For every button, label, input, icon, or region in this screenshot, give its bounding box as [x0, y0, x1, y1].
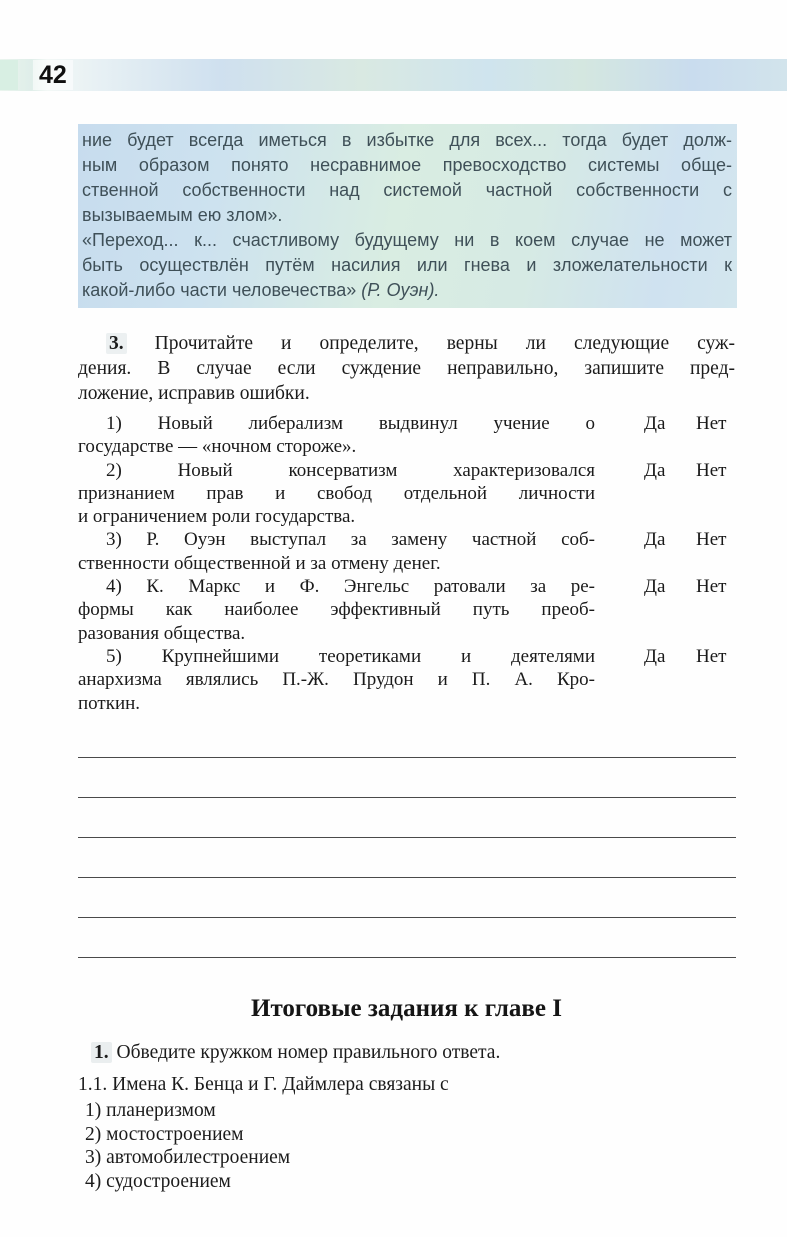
statement-line: и ограничением роли государства. — [78, 506, 356, 528]
task3-intro-line — [78, 331, 735, 356]
header-corner-square — [0, 60, 18, 90]
statement-line: поткин. — [78, 692, 141, 714]
chapter-heading: Итоговые задания к главе I — [251, 995, 562, 1022]
statement-1 — [78, 412, 727, 459]
statement-4-yes-option[interactable]: Да — [644, 576, 666, 598]
statement-line: анархизма являлись П.-Ж. Прудон и П. А. Кро- — [78, 669, 595, 691]
statement-line: 3) Р. Оуэн выступал за замену частной соб- — [106, 529, 595, 551]
statement-line: признанием прав и свобод отдельной личности — [78, 482, 595, 504]
statement-line: 5) Крупнейшими теоретиками и деятелями — [106, 645, 595, 667]
quote-line: ственной собственности над системой частной собственности с — [82, 180, 732, 200]
answer-line[interactable] — [78, 877, 736, 878]
page-number: 42 — [33, 60, 73, 90]
task3-number: 3. — [106, 333, 127, 354]
task3-statements — [78, 412, 735, 715]
statement-line: 4) К. Маркс и Ф. Энгельс ратовали за ре- — [106, 576, 595, 598]
quote-attribution: (Р. Оуэн). — [361, 280, 440, 300]
statement-1-yes-option[interactable]: Да — [644, 413, 666, 434]
quote-line: вызываемым ею злом». — [82, 205, 283, 225]
statement-4 — [78, 575, 727, 645]
option-4[interactable]: 4) судостроением — [85, 1170, 231, 1192]
quote-last-line — [82, 278, 732, 303]
statement-line: 2) Новый консерватизм характеризовался — [106, 459, 595, 481]
quote-line: ние будет всегда иметься в избытке для всех... тогда будет долж- — [82, 130, 732, 150]
quote-block — [78, 124, 737, 308]
statement-line: формы как наиболее эффективный путь преоб- — [78, 599, 595, 621]
statement-line: ственности общественной и за отмену денег. — [78, 552, 441, 574]
option-3[interactable]: 3) автомобилестроением — [85, 1147, 291, 1168]
task3-intro-line: дения. В случае если суждение неправильно, запишите пред- — [78, 358, 735, 379]
statement-3 — [78, 528, 727, 575]
statement-5 — [78, 645, 727, 715]
task1-line — [78, 1042, 735, 1064]
statement-line: государстве — «ночном стороже». — [78, 436, 357, 458]
option-2[interactable]: 2) мостостроением — [85, 1123, 244, 1145]
answer-line[interactable] — [78, 757, 736, 758]
question-1-1: 1.1. Имена К. Бенца и Г. Даймлера связаны с — [78, 1074, 449, 1095]
question-1-1-options — [85, 1099, 735, 1193]
statement-2-yes-option[interactable]: Да — [644, 459, 666, 481]
answer-line[interactable] — [78, 917, 736, 918]
task1-text: Обведите кружком номер правильного ответа. — [116, 1042, 501, 1063]
statement-2-no-option[interactable]: Нет — [696, 459, 727, 481]
task3-intro-text: Прочитайте и определите, верны ли следующие суж- — [154, 333, 735, 354]
quote-line: «Переход... к... счастливому будущему ни в коем случае не может — [82, 230, 732, 250]
statement-2 — [78, 459, 727, 529]
statement-5-yes-option[interactable]: Да — [644, 645, 666, 667]
option-1[interactable]: 1) планеризмом — [85, 1100, 216, 1121]
quote-line: быть осуществлён путём насилия или гнева и зложелательности к — [82, 255, 732, 275]
task1-number: 1. — [91, 1042, 112, 1063]
statement-line: разования общества. — [78, 622, 246, 644]
quote-line: ным образом понято несравнимое превосходство системы обще- — [82, 155, 732, 175]
answer-line[interactable] — [78, 957, 736, 958]
task3-intro — [78, 331, 735, 406]
statement-line: 1) Новый либерализм выдвинул учение о — [106, 413, 595, 434]
answer-line[interactable] — [78, 837, 736, 838]
statement-5-no-option[interactable]: Нет — [696, 645, 727, 667]
statement-1-no-option[interactable]: Нет — [696, 413, 727, 434]
page-header-band — [0, 59, 787, 91]
statement-3-no-option[interactable]: Нет — [696, 529, 727, 551]
task3-intro-line: ложение, исправив ошибки. — [78, 383, 310, 404]
statement-3-yes-option[interactable]: Да — [644, 529, 666, 551]
answer-line[interactable] — [78, 797, 736, 798]
statement-4-no-option[interactable]: Нет — [696, 576, 727, 598]
quote-line-text: какой-либо части человечества» — [82, 280, 362, 300]
